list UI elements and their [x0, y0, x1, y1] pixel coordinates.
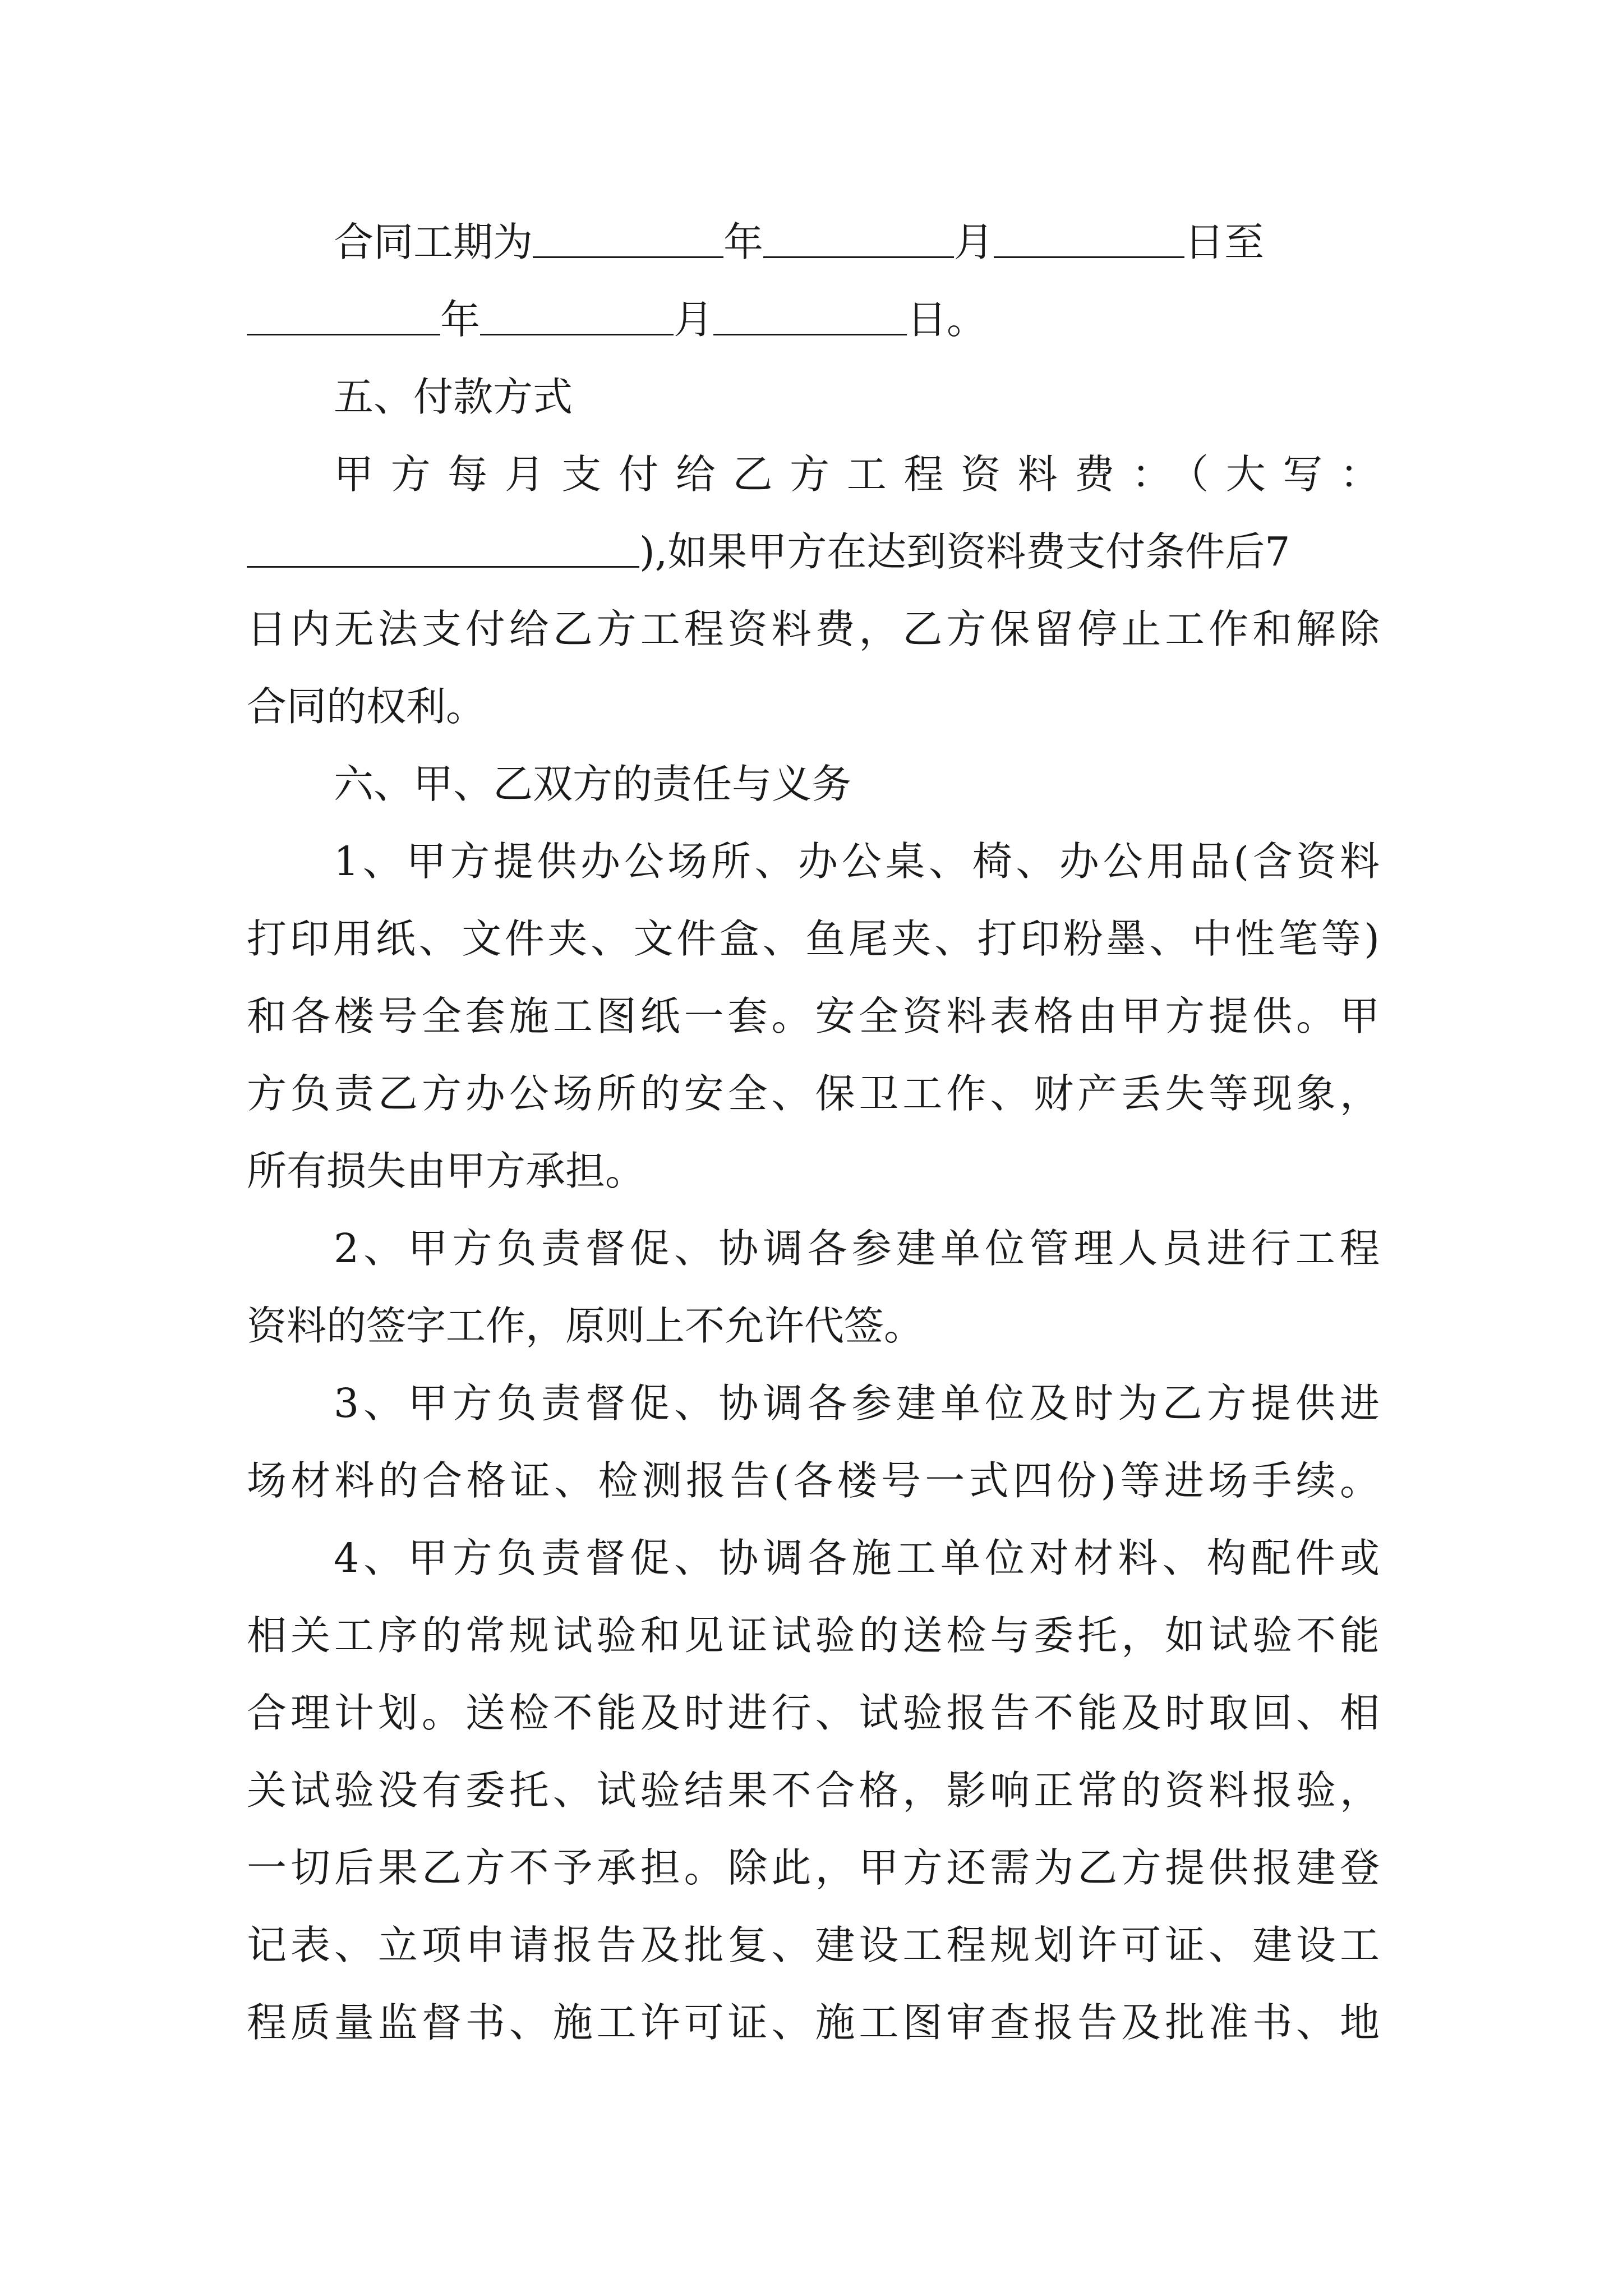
term-prefix: 合同工期为: [334, 219, 533, 265]
section-6-line: 资料的签字工作，原则上不允许代签。: [247, 1303, 924, 1349]
section-6-line: 所有损失由甲方承担。: [247, 1148, 645, 1194]
term-day-end-label: 日。: [907, 296, 987, 343]
section-6-line: 合理计划。送检不能及时进行、试验报告不能及时取回、相: [247, 1690, 1380, 1736]
section-6-heading: 六、甲、乙双方的责任与义务: [334, 761, 852, 807]
blank-start-day[interactable]: [994, 217, 1184, 258]
section-6-line: 程质量监督书、施工许可证、施工图审查报告及批准书、地: [247, 1999, 1380, 2046]
section-5-line-2-text: ),如果甲方在达到资料费支付条件后7: [639, 528, 1290, 575]
section-5-line-1: 甲方每月支付给乙方工程资料费：（大写：: [334, 451, 1380, 498]
blank-end-month[interactable]: [480, 295, 674, 335]
term-month-label-2: 月: [674, 296, 714, 343]
section-6-line: 2、甲方负责督促、协调各参建单位管理人员进行工程: [334, 1225, 1380, 1272]
section-6-line: 打印用纸、文件夹、文件盒、鱼尾夹、打印粉墨、中性笔等): [247, 915, 1380, 962]
blank-start-month[interactable]: [763, 217, 954, 258]
term-year-label-2: 年: [440, 296, 481, 343]
section-6-line: 1、甲方提供办公场所、办公桌、椅、办公用品(含资料: [334, 838, 1380, 885]
section-5-line-3: 日内无法支付给乙方工程资料费，乙方保留停止工作和解除: [247, 606, 1380, 652]
section-6-line: 一切后果乙方不予承担。除此，甲方还需为乙方提供报建登: [247, 1844, 1380, 1891]
section-6-line: 关试验没有委托、试验结果不合格，影响正常的资料报验，: [247, 1767, 1380, 1814]
section-6-line: 相关工序的常规试验和见证试验的送检与委托，如试验不能: [247, 1612, 1380, 1659]
term-day-to-label: 日至: [1184, 219, 1265, 265]
section-6-line: 3、甲方负责督促、协调各参建单位及时为乙方提供进: [334, 1380, 1380, 1427]
term-line-2: [247, 286, 1380, 353]
blank-end-year[interactable]: [247, 295, 440, 335]
term-year-label-1: 年: [723, 219, 764, 265]
section-6-line: 场材料的合格证、检测报告(各楼号一式四份)等进场手续。: [247, 1457, 1380, 1504]
blank-amount-uppercase[interactable]: [247, 527, 639, 568]
section-6-line: 和各楼号全套施工图纸一套。安全资料表格由甲方提供。甲: [247, 993, 1380, 1039]
section-5-line-4: 合同的权利。: [247, 683, 486, 730]
section-6-line: 4、甲方负责督促、协调各施工单位对材料、构配件或: [334, 1535, 1380, 1581]
section-6-line: 记表、立项申请报告及批复、建设工程规划许可证、建设工: [247, 1922, 1380, 1968]
section-6-line: 方负责乙方办公场所的安全、保卫工作、财产丢失等现象，: [247, 1070, 1380, 1117]
section-5-heading: 五、付款方式: [334, 374, 573, 420]
term-line-1: [247, 209, 1380, 276]
term-month-label-1: 月: [954, 219, 994, 265]
blank-start-year[interactable]: [533, 217, 723, 258]
blank-end-day[interactable]: [713, 295, 907, 335]
section-5-line-2: [247, 518, 1380, 586]
